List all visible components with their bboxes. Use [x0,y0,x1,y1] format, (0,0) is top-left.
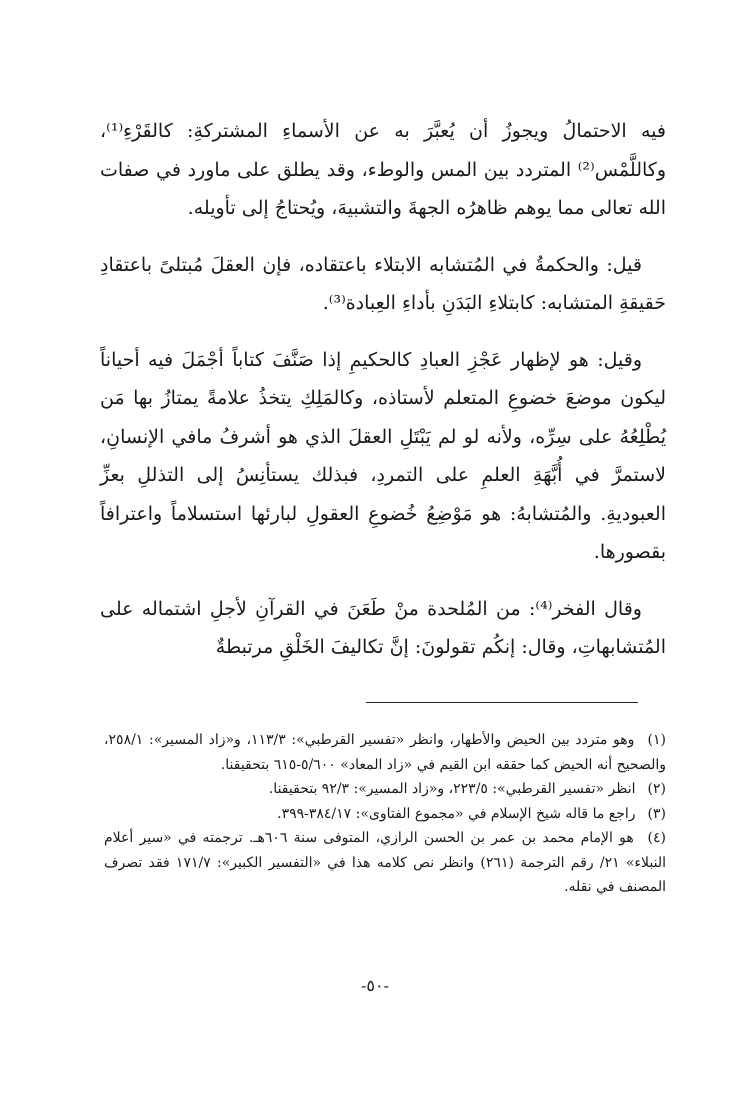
footnote-text: راجع ما قاله شيخ الإسلام في «مجموع الفتاوى»: ٣٨٤/١٧-٣٩٩. [277,805,636,822]
paragraph-3: وقيل: هو لإظهار عَجْزِ العبادِ كالحكيمِ إذا صَنَّفَ كتاباً أجْمَلَ فيه أحياناً ليكون موضعَ خضوعِ المتعلم لأستاذه، وكالمَلِكِ يتخذُ علامةً يمتازُ بها مَن يُطْلِعُهُ على سِرِّه، ولأنه لو لم يَبْتَلِ العقلَ الذي هو أشرفُ مافي الإنسانِ، لاستمرَّ في أُبَّهَةِ العلمِ على التمردِ، فبذلك يستأنِسُ إلى التذللِ بعزِّ العبوديةِ. والمُتشابهُ: هو مَوْضِعُ خُضوعِ العقولِ لبارئها استسلاماً واعترافاً بقصورها. [100,348,666,563]
footnote-number: (٢) [647,781,666,797]
paragraph-2: قيل: والحكمةُ في المُتشابه الابتلاء باعتقاده، فإن العقلَ مُبتلىً باعتقادِ حَقيقةِ المتشابه: كابتلاءِ البَدَنِ بأداءِ العِبادة⁽³⁾. [100,253,666,314]
footnote-number: (٤) [647,830,666,846]
paragraph-1: فيه الاحتمالُ ويجوزُ أن يُعبَّرَ به عن الأسماءِ المشتركةِ: كالقَرْءِ⁽¹⁾، وكاللَّمْس⁽²⁾ المتردد بين المس والوطء، وقد يطلق على ماورد في صفات الله تعالى مما يوهم ظاهرُه الجهةَ والتشبيهَ، ويُحتاجُ إلى تأويله. [100,120,666,219]
footnote-number: (٣) [647,805,666,822]
footnote-4 [104,826,666,900]
footnote-text: وهو متردد بين الحيض والأطهار، وانظر «تفسير القرطبي»: ١١٣/٣، و«زاد المسير»: ٢٥٨/١، والصحيح أنه الحيض كما حققه ابن القيم في «زاد المعاد» ٥/٦٠٠-٦١٥ بتحقيقنا. [104,732,666,773]
footnote-text: هو الإمام محمد بن عمر بن الحسن الرازي، المتوفى سنة ٦٠٦هـ. ترجمته في «سير أعلام النبلاء» ٢١/ رقم الترجمة (٢٦١) وانظر نص كلامه هذا في «التفسير الكبير»: ١٧١/٧ فقد تصرف المصنف في نقله. [104,830,666,895]
paragraph-4: وقال الفخر⁽⁴⁾: من المُلحدة منْ طَعَنَ في القرآنِ لأجلِ اشتماله على المُتشابهاتِ، وقال: إنكُم تقولونَ: إنَّ تكاليفَ الخَلْقِ مرتبطةٌ [100,597,666,658]
page-number: -٥٠- [361,976,389,995]
footnote-text: انظر «تفسير القرطبي»: ٢٢٣/٥، و«زاد المسير»: ٩٢/٣ بتحقيقنا. [268,781,636,797]
main-text [100,112,666,667]
footnote-1 [104,728,666,777]
footnotes [104,728,666,900]
footnote-3 [104,802,666,827]
footnote-number: (١) [647,732,666,748]
footnote-2 [104,777,666,802]
footnote-separator [366,702,638,703]
